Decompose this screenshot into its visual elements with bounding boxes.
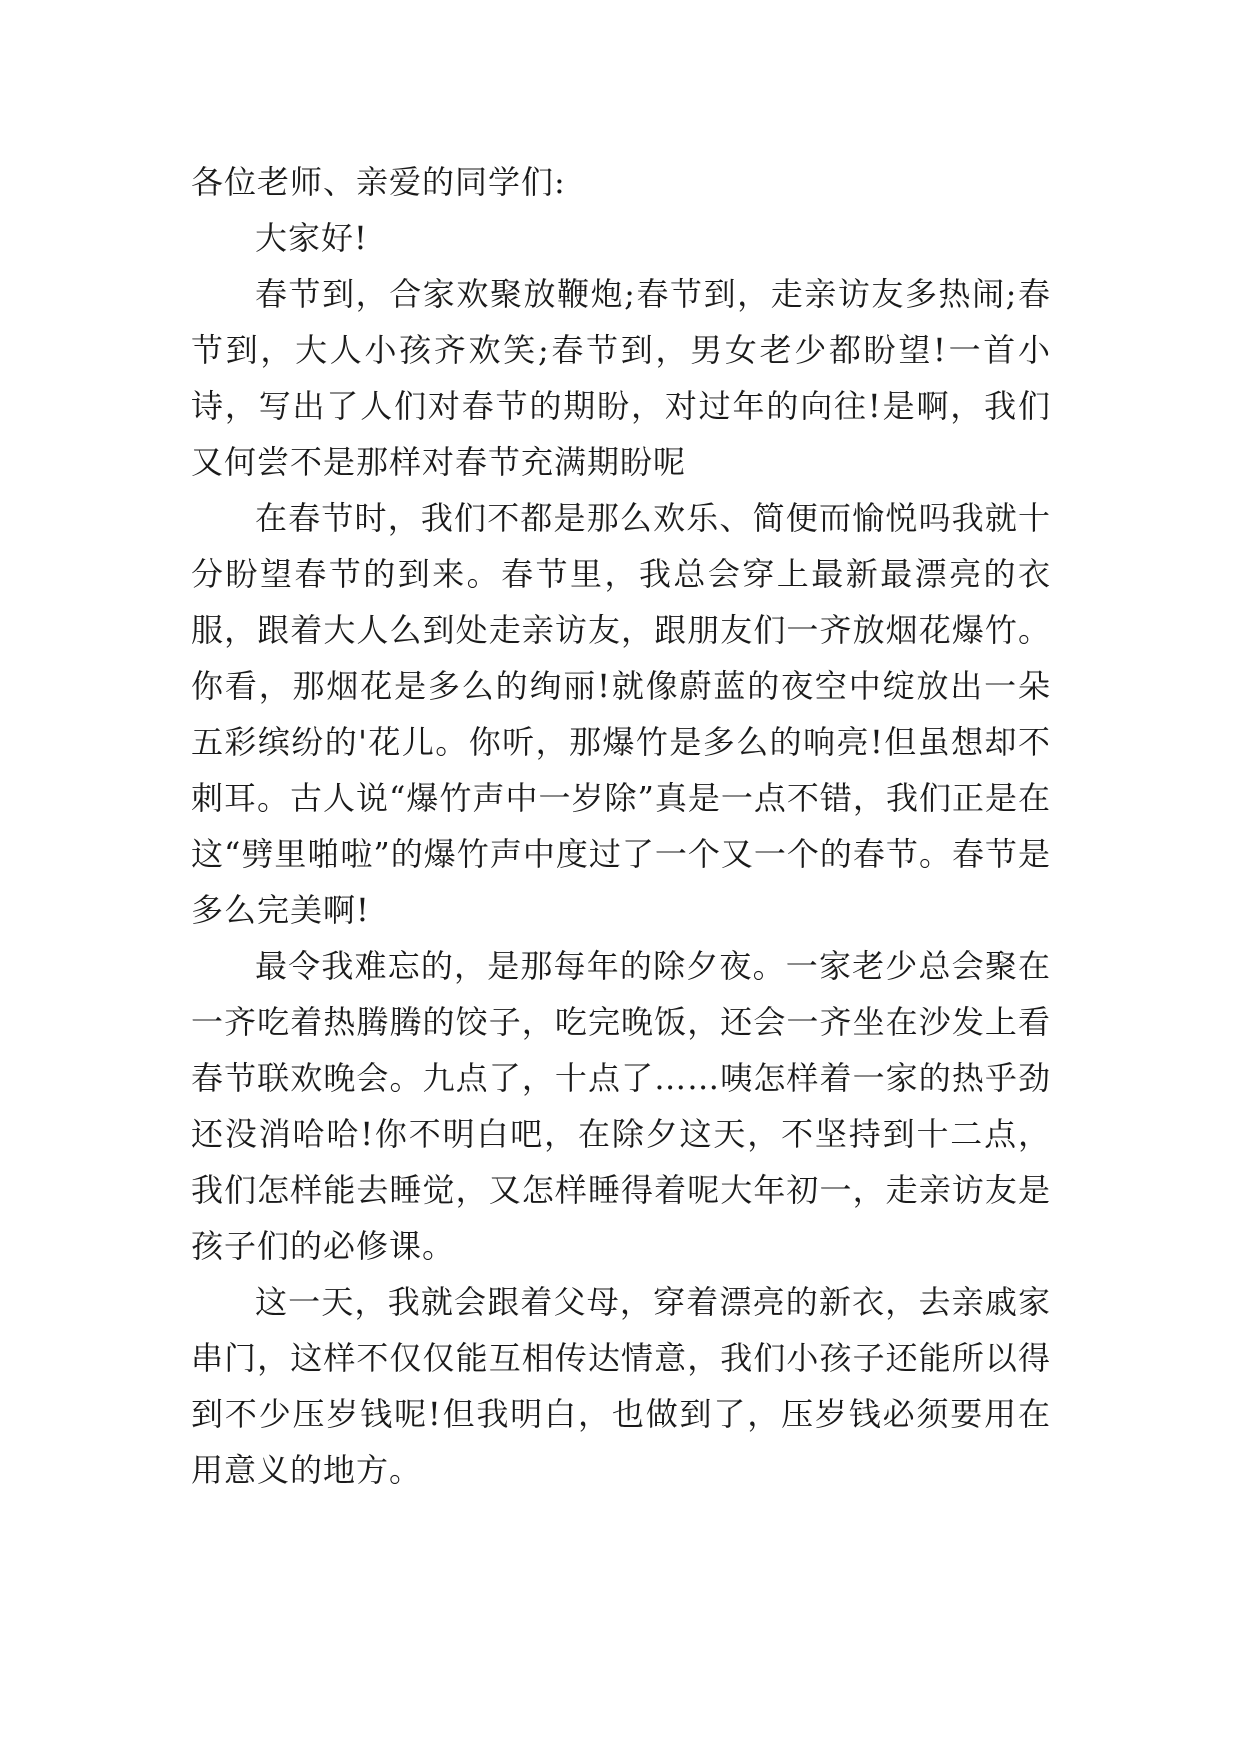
body-paragraph: 在春节时，我们不都是那么欢乐、简便而愉悦吗我就十分盼望春节的到来。春节里，我总会穿上最新最漂亮的衣服，跟着大人么到处走亲访友，跟朋友们一齐放烟花爆竹。你看，那烟花是多么的绚丽!就像蔚蓝的夜空中绽放出一朵五彩缤纷的'花儿。你听，那爆竹是多么的响亮!但虽想却不刺耳。古人说“爆竹声中一岁除”真是一点不错，我们正是在这“劈里啪啦”的爆竹声中度过了一个又一个的春节。春节是多么完美啊! <box>191 499 1051 929</box>
body-paragraph: 最令我难忘的，是那每年的除夕夜。一家老少总会聚在一齐吃着热腾腾的饺子，吃完晚饭，还会一齐坐在沙发上看春节联欢晚会。九点了，十点了……咦怎样着一家的热乎劲还没消哈哈!你不明白吧，在除夕这天，不坚持到十二点，我们怎样能去睡觉，又怎样睡得着呢大年初一，走亲访友是孩子们的必修课。 <box>191 947 1051 1265</box>
greeting-paragraph: 大家好! <box>255 219 368 257</box>
body-paragraph: 春节到，合家欢聚放鞭炮;春节到，走亲访友多热闹;春节到，大人小孩齐欢笑;春节到，男女老少都盼望!一首小诗，写出了人们对春节的期盼，对过年的向往!是啊，我们又何尝不是那样对春节充满期盼呢 <box>191 275 1051 481</box>
salutation: 各位老师、亲爱的同学们: <box>191 163 566 201</box>
body-paragraph: 这一天，我就会跟着父母，穿着漂亮的新衣，去亲戚家串门，这样不仅仅能互相传达情意，我们小孩子还能所以得到不少压岁钱呢!但我明白，也做到了，压岁钱必须要用在用意义的地方。 <box>191 1283 1051 1489</box>
document-body <box>191 154 1051 1498</box>
